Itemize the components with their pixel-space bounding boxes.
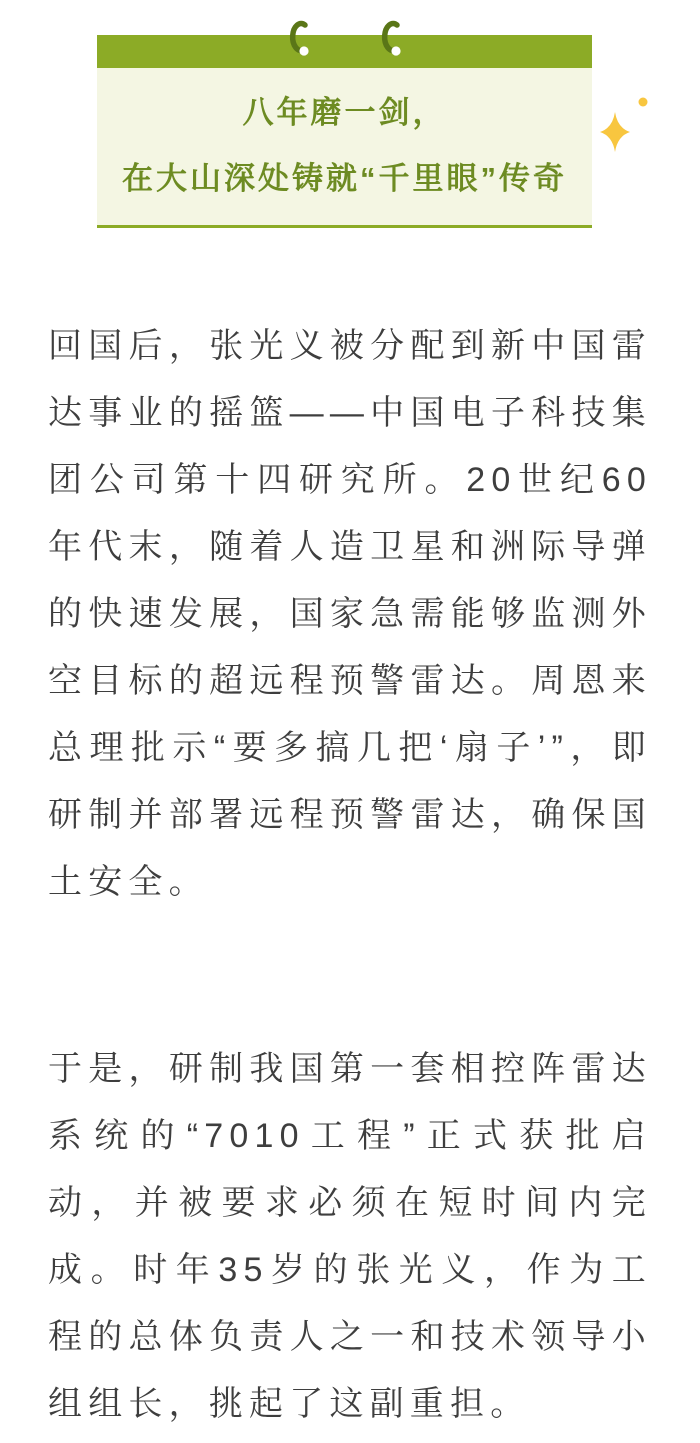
ring-hole [299,46,308,55]
article-title [97,80,592,212]
binder-ring-icon [380,20,402,60]
sparkle-icon [598,95,650,155]
binder-ring-icon [288,20,310,60]
card-top-bar [97,35,592,68]
card-title-panel [97,68,592,228]
paragraph: 于是，研制我国第一套相控阵雷达系统的“7010工程”正式获批启动，并被要求必须在短时间内完成。时年35岁的张光义，作为工程的总体负责人之一和技术领导小组组长，挑起了这副重担。 [48,1050,652,1423]
ring-curve [385,24,397,51]
paragraph: 回国后，张光义被分配到新中国雷达事业的摇篮——中国电子科技集团公司第十四研究所。20世纪60年代末，随着人造卫星和洲际导弹的快速发展，国家急需能够监测外空目标的超远程预警雷达。周恩来总理批示“要多搞几把‘扇子’”，即研制并部署远程预警雷达，确保国土安全。 [48,327,652,901]
sparkle-dot [639,98,648,107]
title-card [97,35,592,228]
article-body [48,313,652,1438]
sparkle-star [600,112,630,152]
title-line-1: 八年磨一剑， [242,95,447,130]
ring-curve [293,24,305,51]
ring-hole [391,46,400,55]
title-line-2: 在大山深处铸就“千里眼”传奇 [122,161,567,196]
